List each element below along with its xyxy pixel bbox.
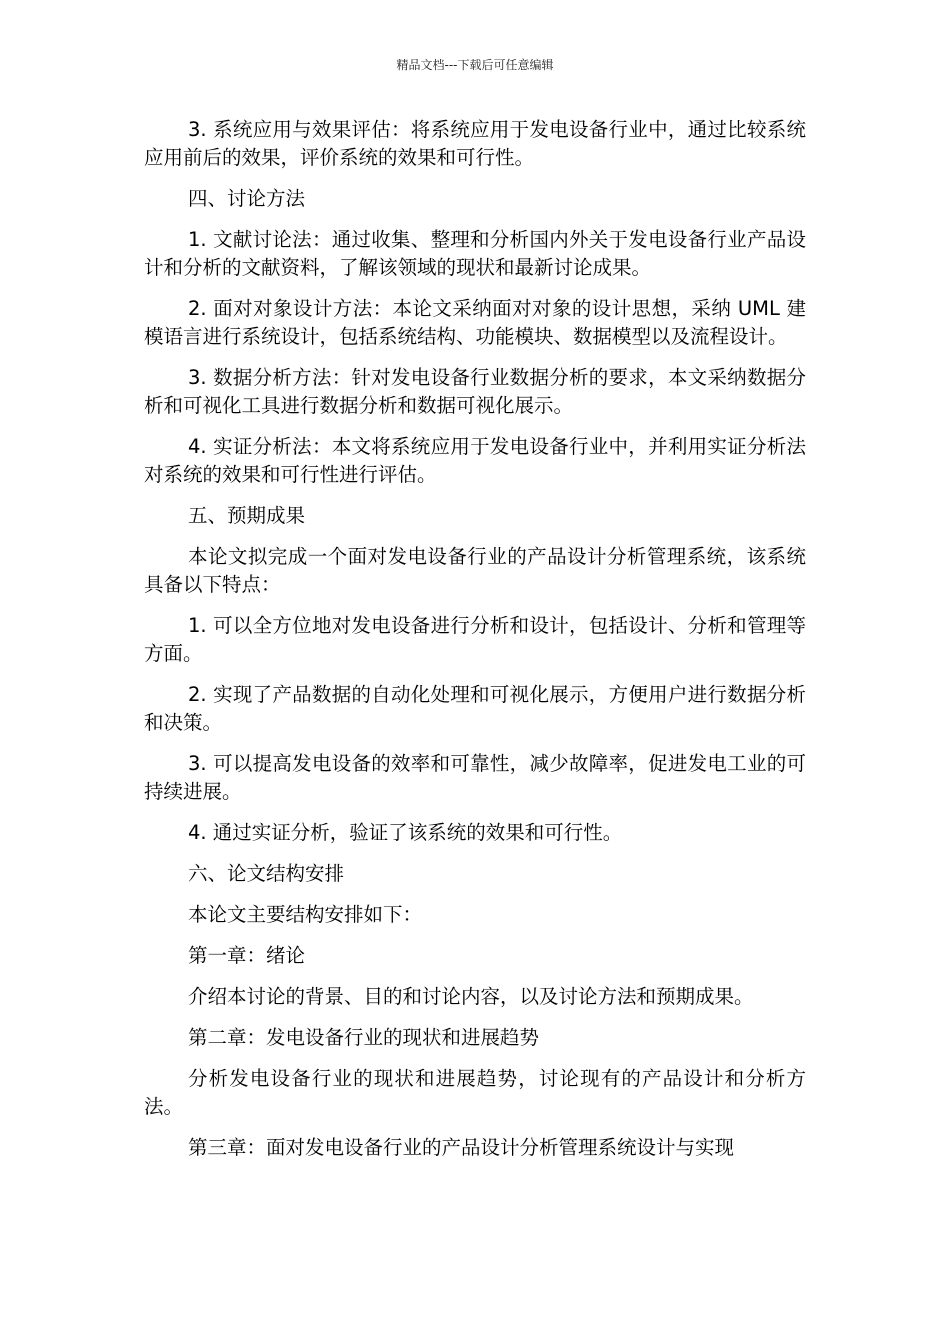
heading-expected-results: 五、预期成果: [188, 504, 306, 527]
paragraph-results-intro: 本论文拟完成一个面对发电设备行业的产品设计分析管理系统，该系统具备以下特点：: [144, 545, 806, 596]
paragraph-data-analysis-method: 3. 数据分析方法：针对发电设备行业数据分析的要求，本文采纳数据分析和可视化工具进行数据分析和数据可视化展示。: [144, 366, 806, 417]
heading-thesis-structure: 六、论文结构安排: [188, 862, 345, 885]
paragraph-empirical-method: 4. 实证分析法：本文将系统应用于发电设备行业中，并利用实证分析法对系统的效果和可行性进行评估。: [144, 435, 806, 486]
paragraph-feature-1: 1. 可以全方位地对发电设备进行分析和设计，包括设计、分析和管理等方面。: [144, 614, 806, 665]
paragraph-evaluation: 3. 系统应用与效果评估：将系统应用于发电设备行业中，通过比较系统应用前后的效果，评价系统的效果和可行性。: [144, 118, 806, 169]
paragraph-literature-method: 1. 文献讨论法：通过收集、整理和分析国内外关于发电设备行业产品设计和分析的文献资料，了解该领域的现状和最新讨论成果。: [144, 228, 806, 279]
chapter-2-description: 分析发电设备行业的现状和进展趋势，讨论现有的产品设计和分析方法。: [144, 1067, 806, 1118]
chapter-2-title: 第二章：发电设备行业的现状和进展趋势: [188, 1026, 540, 1049]
page-header: 精品文档---下载后可任意编辑: [396, 58, 554, 72]
paragraph-feature-4: 4. 通过实证分析，验证了该系统的效果和可行性。: [188, 821, 623, 844]
paragraph-feature-3: 3. 可以提高发电设备的效率和可靠性，减少故障率，促进发电工业的可持续进展。: [144, 752, 806, 803]
paragraph-structure-intro: 本论文主要结构安排如下：: [188, 903, 423, 926]
chapter-3-title: 第三章：面对发电设备行业的产品设计分析管理系统设计与实现: [188, 1136, 735, 1159]
heading-research-methods: 四、讨论方法: [188, 187, 306, 210]
paragraph-oo-design-method: 2. 面对对象设计方法：本论文采纳面对对象的设计思想，采纳 UML 建模语言进行系统设计，包括系统结构、功能模块、数据模型以及流程设计。: [144, 297, 806, 348]
chapter-1-title: 第一章：绪论: [188, 944, 306, 967]
paragraph-feature-2: 2. 实现了产品数据的自动化处理和可视化展示，方便用户进行数据分析和决策。: [144, 683, 806, 734]
chapter-1-description: 介绍本讨论的背景、目的和讨论内容，以及讨论方法和预期成果。: [188, 985, 754, 1008]
document-body: [144, 116, 806, 1175]
